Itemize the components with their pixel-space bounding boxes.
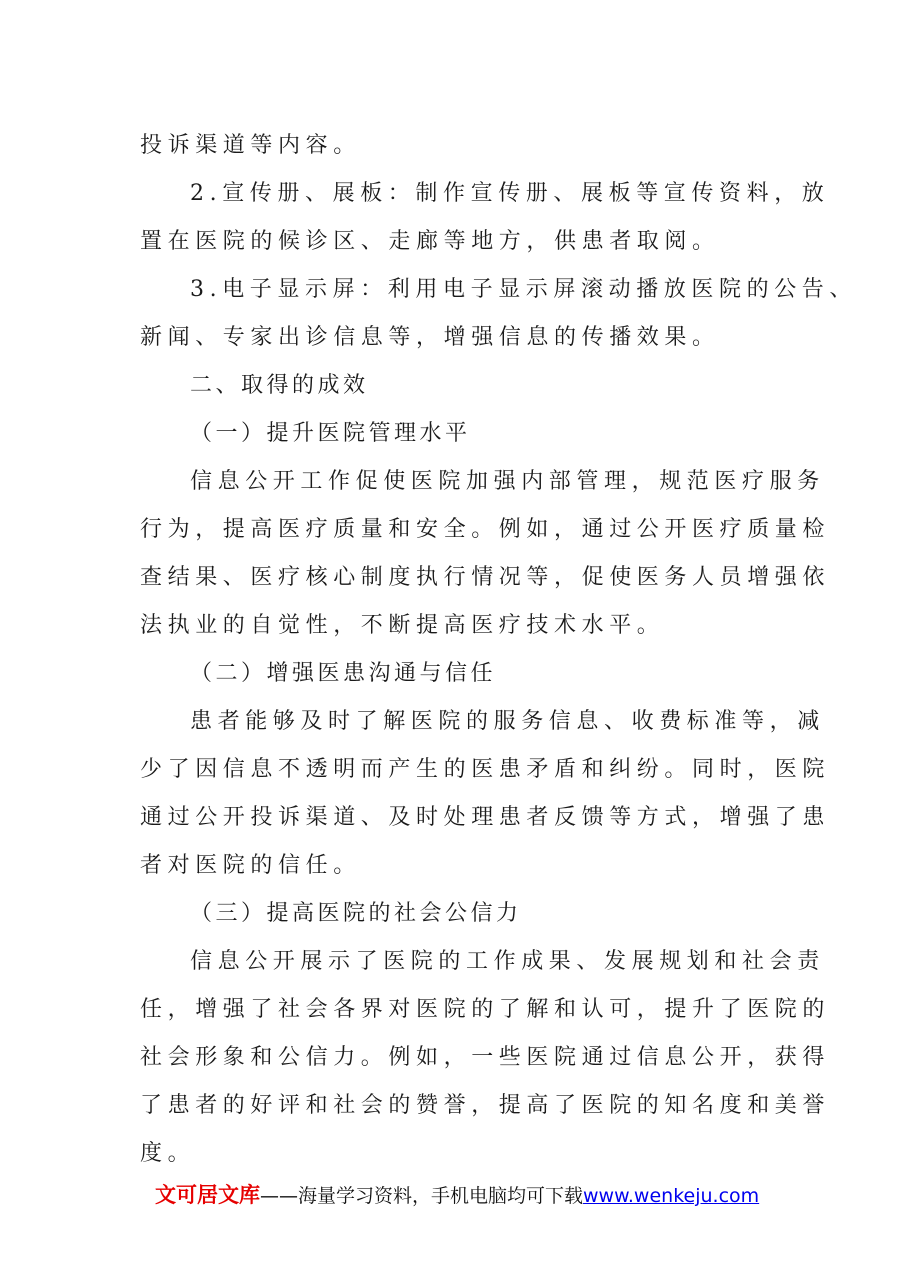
paragraph-line: 投诉渠道等内容。 [140, 133, 361, 158]
footer-brand: 文可居文库 [155, 1183, 260, 1207]
paragraph-line: 任，增强了社会各界对医院的了解和认可，提升了医院的 [140, 997, 831, 1022]
footer-url-link[interactable]: www.wenkeju.com [583, 1185, 760, 1207]
paragraph-line: 者对医院的信任。 [140, 853, 361, 878]
subsection-heading: （一）提升医院管理水平 [190, 421, 471, 446]
paragraph-line: 查结果、医疗核心制度执行情况等，促使医务人员增强依 [140, 565, 831, 590]
footer-banner [155, 1180, 775, 1211]
paragraph-line: 信息公开展示了医院的工作成果、发展规划和社会责 [190, 949, 825, 974]
paragraph-line: 社会形象和公信力。例如，一些医院通过信息公开，获得 [140, 1045, 831, 1070]
paragraph-line: 通过公开投诉渠道、及时处理患者反馈等方式，增强了患 [140, 805, 831, 830]
footer-slogan: ——海量学习资料，手机电脑均可下载 [260, 1185, 584, 1207]
paragraph-line: 患者能够及时了解医院的服务信息、收费标准等，减 [190, 709, 825, 734]
paragraph-line: 了患者的好评和社会的赞誉，提高了医院的知名度和美誉 [140, 1093, 831, 1118]
subsection-heading: （二）增强医患沟通与信任 [190, 661, 497, 686]
paragraph-line: 2.宣传册、展板：制作宣传册、展板等宣传资料，放 [190, 181, 830, 206]
paragraph-line: 行为，提高医疗质量和安全。例如，通过公开医疗质量检 [140, 517, 831, 542]
paragraph-line: 度。 [140, 1141, 196, 1166]
paragraph-line: 新闻、专家出诊信息等，增强信息的传播效果。 [140, 325, 720, 350]
paragraph-line: 信息公开工作促使医院加强内部管理，规范医疗服务 [190, 469, 825, 494]
section-heading: 二、取得的成效 [190, 373, 369, 398]
paragraph-line: 3.电子显示屏：利用电子显示屏滚动播放医院的公告、 [190, 277, 857, 302]
paragraph-line: 法执业的自觉性，不断提高医疗技术水平。 [140, 613, 665, 638]
paragraph-line: 少了因信息不透明而产生的医患矛盾和纠纷。同时，医院 [140, 757, 831, 782]
paragraph-line: 置在医院的候诊区、走廊等地方，供患者取阅。 [140, 229, 720, 254]
subsection-heading: （三）提高医院的社会公信力 [190, 901, 522, 926]
